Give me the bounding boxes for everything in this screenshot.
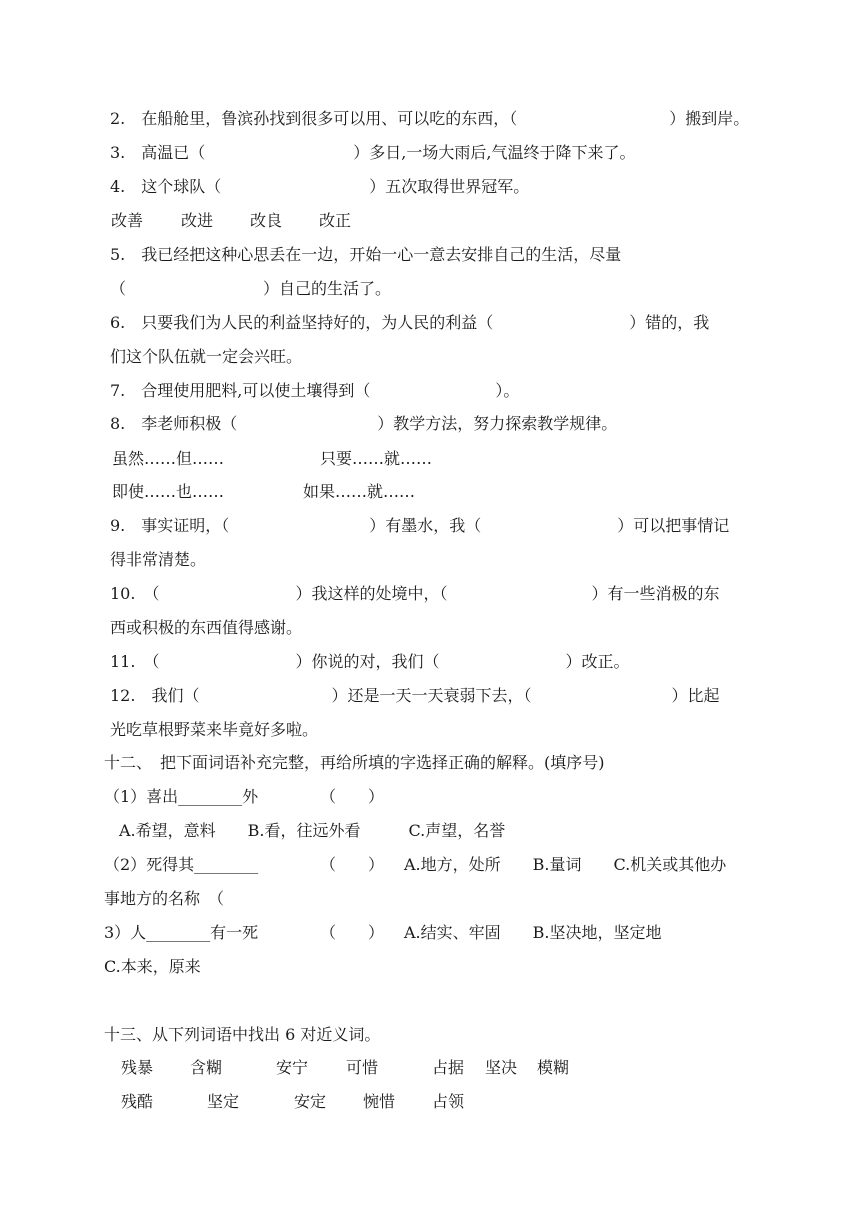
option-word: 改善 xyxy=(111,211,144,230)
answer-paren[interactable]: （ ） xyxy=(320,923,385,942)
option-word: 改良 xyxy=(250,211,283,230)
idiom-options: A.地方，处所 B.量词 C.机关或其他办 xyxy=(404,855,727,874)
synonym-word[interactable]: 模糊 xyxy=(537,1058,570,1077)
section-13-title: 十三、从下列词语中找出 6 对近义词。 xyxy=(104,1025,381,1044)
question-10-line2: 西或积极的东西值得感谢。 xyxy=(110,618,303,637)
option-pair: 虽然……但…… xyxy=(112,449,225,468)
question-3: 3. 高温已（ ）多日,一场大雨后,气温终于降下来了。 xyxy=(110,143,636,162)
synonym-word[interactable]: 可惜 xyxy=(346,1058,379,1077)
question-8: 8. 李老师积极（ ）教学方法，努力探索教学规律。 xyxy=(110,414,618,433)
option-pair: 即使……也…… xyxy=(112,482,225,501)
question-5-line2: （ ）自己的生活了。 xyxy=(110,279,392,298)
question-11: 11. （ ）你说的对，我们（ ）改正。 xyxy=(110,652,630,671)
idiom-word[interactable]: （1）喜出________外 xyxy=(104,787,259,806)
synonym-word[interactable]: 含糊 xyxy=(190,1058,223,1077)
question-10: 10. （ ）我这样的处境中，（ ）有一些消极的东 xyxy=(110,584,720,603)
synonym-word[interactable]: 安宁 xyxy=(276,1058,309,1077)
idiom-options-line2: 事地方的名称 （ xyxy=(104,889,225,908)
synonym-word[interactable]: 惋惜 xyxy=(363,1092,396,1111)
option-pair: 只要……就…… xyxy=(320,449,433,468)
synonym-word[interactable]: 残暴 xyxy=(121,1058,154,1077)
option-word: 改进 xyxy=(181,211,214,230)
question-9: 9. 事实证明，（ ）有墨水，我（ ）可以把事情记 xyxy=(110,516,730,535)
question-4: 4. 这个球队（ ）五次取得世界冠军。 xyxy=(110,177,530,196)
idiom-options: A.结实、牢固 B.坚决地，坚定地 xyxy=(404,923,662,942)
synonym-word[interactable]: 安定 xyxy=(294,1092,327,1111)
option-word: 改正 xyxy=(319,211,352,230)
question-12: 12. 我们（ ）还是一天一天衰弱下去，（ ）比起 xyxy=(110,686,720,705)
idiom-options: A.希望，意料 B.看，往远外看 C.声望，名誉 xyxy=(119,821,506,840)
idiom-options-line2: C.本来，原来 xyxy=(104,957,201,976)
idiom-word[interactable]: （2）死得其________ xyxy=(104,855,259,874)
answer-paren[interactable]: （ ） xyxy=(320,787,385,806)
question-9-line2: 得非常清楚。 xyxy=(110,550,207,569)
synonym-word[interactable]: 占领 xyxy=(432,1092,465,1111)
answer-paren[interactable]: （ ） xyxy=(320,855,385,874)
synonym-word[interactable]: 坚决 xyxy=(485,1058,518,1077)
question-6: 6. 只要我们为人民的利益坚持好的，为人民的利益（ ）错的，我 xyxy=(110,313,710,332)
idiom-word[interactable]: 3）人________有一死 xyxy=(104,923,259,942)
question-5: 5. 我已经把这种心思丢在一边，开始一心一意去安排自己的生活，尽量 xyxy=(110,245,622,264)
question-6-line2: 们这个队伍就一定会兴旺。 xyxy=(110,347,303,366)
question-7: 7. 合理使用肥料,可以使土壤得到（ ）。 xyxy=(110,381,520,400)
question-2: 2. 在船舱里，鲁滨孙找到很多可以用、可以吃的东西，（ ）搬到岸。 xyxy=(110,109,750,128)
synonym-word[interactable]: 占据 xyxy=(432,1058,465,1077)
question-12-line2: 光吃草根野菜来毕竟好多啦。 xyxy=(110,720,319,739)
synonym-word[interactable]: 坚定 xyxy=(207,1092,240,1111)
section-12-title: 十二、 把下面词语补充完整，再给所填的字选择正确的解释。(填序号) xyxy=(104,753,605,772)
synonym-word[interactable]: 残酷 xyxy=(121,1092,154,1111)
option-pair: 如果……就…… xyxy=(303,482,416,501)
